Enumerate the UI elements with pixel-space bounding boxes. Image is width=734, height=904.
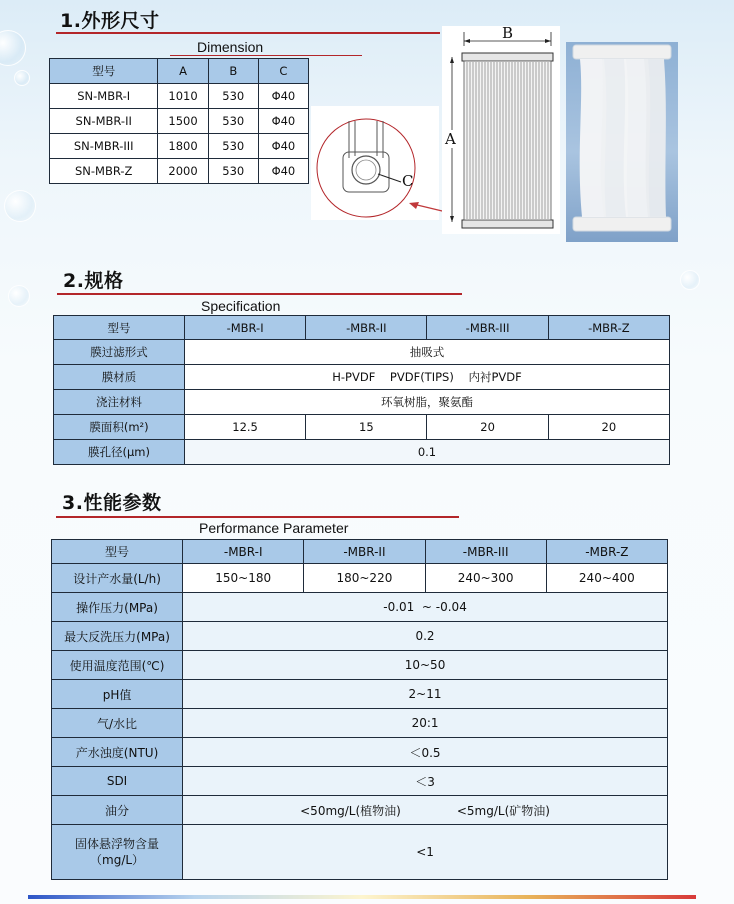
- section1-title-underline: [56, 32, 440, 34]
- row-label: 膜孔径(μm): [54, 440, 185, 465]
- table-cell: Φ40: [258, 134, 308, 159]
- table-row: [52, 738, 668, 767]
- table-cell: 1010: [158, 84, 208, 109]
- table-row: [52, 680, 668, 709]
- table-cell: 530: [208, 159, 258, 184]
- table-cell: Φ40: [258, 84, 308, 109]
- table-cell: 240~400: [546, 564, 667, 593]
- decorative-bubble: [14, 70, 30, 86]
- solids-label: 固体悬浮物含量: [75, 837, 160, 851]
- row-label: pH值: [52, 680, 183, 709]
- table-cell: 150~180: [183, 564, 304, 593]
- table-cell: 10~50: [183, 651, 668, 680]
- column-header: -MBR-II: [304, 540, 425, 564]
- column-header: -MBR-Z: [548, 316, 669, 340]
- table-cell: 1800: [158, 134, 208, 159]
- row-label: 气/水比: [52, 709, 183, 738]
- table-cell: SN-MBR-II: [50, 109, 158, 134]
- row-label: 使用温度范围(℃): [52, 651, 183, 680]
- column-header: 型号: [52, 540, 183, 564]
- column-header: -MBR-III: [427, 316, 548, 340]
- table-cell: 1500: [158, 109, 208, 134]
- table-cell: -0.01 ~ -0.04: [183, 593, 668, 622]
- table-cell: 0.2: [183, 622, 668, 651]
- decorative-bubble: [8, 285, 30, 307]
- table-row: [54, 390, 670, 415]
- table-cell: SN-MBR-I: [50, 84, 158, 109]
- label-b: B: [502, 24, 514, 42]
- oil-cell: [183, 796, 668, 825]
- row-label: 最大反洗压力(MPa): [52, 622, 183, 651]
- table-row: [54, 415, 670, 440]
- section1-title: 1.外形尺寸: [60, 10, 160, 32]
- table-cell: 20:1: [183, 709, 668, 738]
- table-cell: H-PVDF PVDF(TIPS) 内衬PVDF: [184, 365, 669, 390]
- column-header: -MBR-I: [184, 316, 305, 340]
- specification-table: [53, 315, 670, 465]
- table-cell: ＜3: [183, 767, 668, 796]
- table-row: [52, 593, 668, 622]
- table-row: [50, 134, 309, 159]
- decorative-bubble: [4, 190, 36, 222]
- specification-subtitle: Specification: [201, 298, 281, 314]
- decorative-bubble: [680, 270, 700, 290]
- column-header: 型号: [50, 59, 158, 84]
- table-row: [50, 109, 309, 134]
- solids-unit: （mg/L）: [90, 853, 145, 867]
- table-cell: 抽吸式: [184, 340, 669, 365]
- row-label: 设计产水量(L/h): [52, 564, 183, 593]
- row-label: 浇注材料: [54, 390, 185, 415]
- column-header: -MBR-III: [425, 540, 546, 564]
- table-cell: 20: [427, 415, 548, 440]
- table-cell: 530: [208, 109, 258, 134]
- row-label: 膜材质: [54, 365, 185, 390]
- table-row: [50, 159, 309, 184]
- column-header: -MBR-I: [183, 540, 304, 564]
- table-cell: SN-MBR-III: [50, 134, 158, 159]
- section3-title: 3.性能参数: [62, 492, 162, 514]
- oil-mineral-value: <5mg/L(矿物油): [456, 803, 550, 818]
- table-row: [52, 825, 668, 880]
- table-cell: 0.1: [184, 440, 669, 465]
- table-cell: 530: [208, 134, 258, 159]
- table-cell: 2000: [158, 159, 208, 184]
- section2-title: 2.规格: [63, 270, 124, 292]
- oil-vegetable-value: <50mg/L(植物油): [300, 803, 401, 818]
- column-header: B: [208, 59, 258, 84]
- table-row: [54, 340, 670, 365]
- table-cell: 20: [548, 415, 669, 440]
- membrane-module-photo: [566, 42, 678, 242]
- table-row: [52, 622, 668, 651]
- table-cell: 环氧树脂，聚氨酯: [184, 390, 669, 415]
- section2-title-underline: [57, 293, 462, 295]
- table-row: [54, 365, 670, 390]
- row-label: [52, 825, 183, 880]
- table-row: [52, 564, 668, 593]
- table-row: [54, 440, 670, 465]
- table-row: [52, 767, 668, 796]
- decorative-bubble: [0, 30, 26, 66]
- column-header: 型号: [54, 316, 185, 340]
- column-header: -MBR-Z: [546, 540, 667, 564]
- column-header: A: [158, 59, 208, 84]
- row-label: 操作压力(MPa): [52, 593, 183, 622]
- dimension-table: [49, 58, 309, 184]
- performance-table: [51, 539, 668, 880]
- table-header-row: [50, 59, 309, 84]
- table-cell: <1: [183, 825, 668, 880]
- column-header: C: [258, 59, 308, 84]
- table-cell: 180~220: [304, 564, 425, 593]
- dimension-subtitle-underline: [170, 55, 362, 56]
- table-cell: ＜0.5: [183, 738, 668, 767]
- table-cell: 15: [306, 415, 427, 440]
- label-c: C: [402, 172, 414, 190]
- table-cell: 2~11: [183, 680, 668, 709]
- table-cell: 530: [208, 84, 258, 109]
- table-row: [52, 796, 668, 825]
- row-label: 膜面积(m²): [54, 415, 185, 440]
- table-row: [50, 84, 309, 109]
- row-label: 产水浊度(NTU): [52, 738, 183, 767]
- bottom-gradient-bar: [28, 895, 696, 899]
- section3-title-underline: [56, 516, 459, 518]
- performance-subtitle: Performance Parameter: [199, 520, 349, 536]
- row-label: 膜过滤形式: [54, 340, 185, 365]
- table-header-row: [54, 316, 670, 340]
- table-cell: Φ40: [258, 109, 308, 134]
- row-label: SDI: [52, 767, 183, 796]
- table-cell: Φ40: [258, 159, 308, 184]
- membrane-module-drawing: [442, 26, 560, 234]
- table-cell: 12.5: [184, 415, 305, 440]
- table-cell: 240~300: [425, 564, 546, 593]
- dimension-subtitle: Dimension: [197, 39, 264, 55]
- table-header-row: [52, 540, 668, 564]
- row-label: 油分: [52, 796, 183, 825]
- table-row: [52, 651, 668, 680]
- table-row: [52, 709, 668, 738]
- label-a: A: [445, 130, 456, 148]
- table-cell: SN-MBR-Z: [50, 159, 158, 184]
- column-header: -MBR-II: [306, 316, 427, 340]
